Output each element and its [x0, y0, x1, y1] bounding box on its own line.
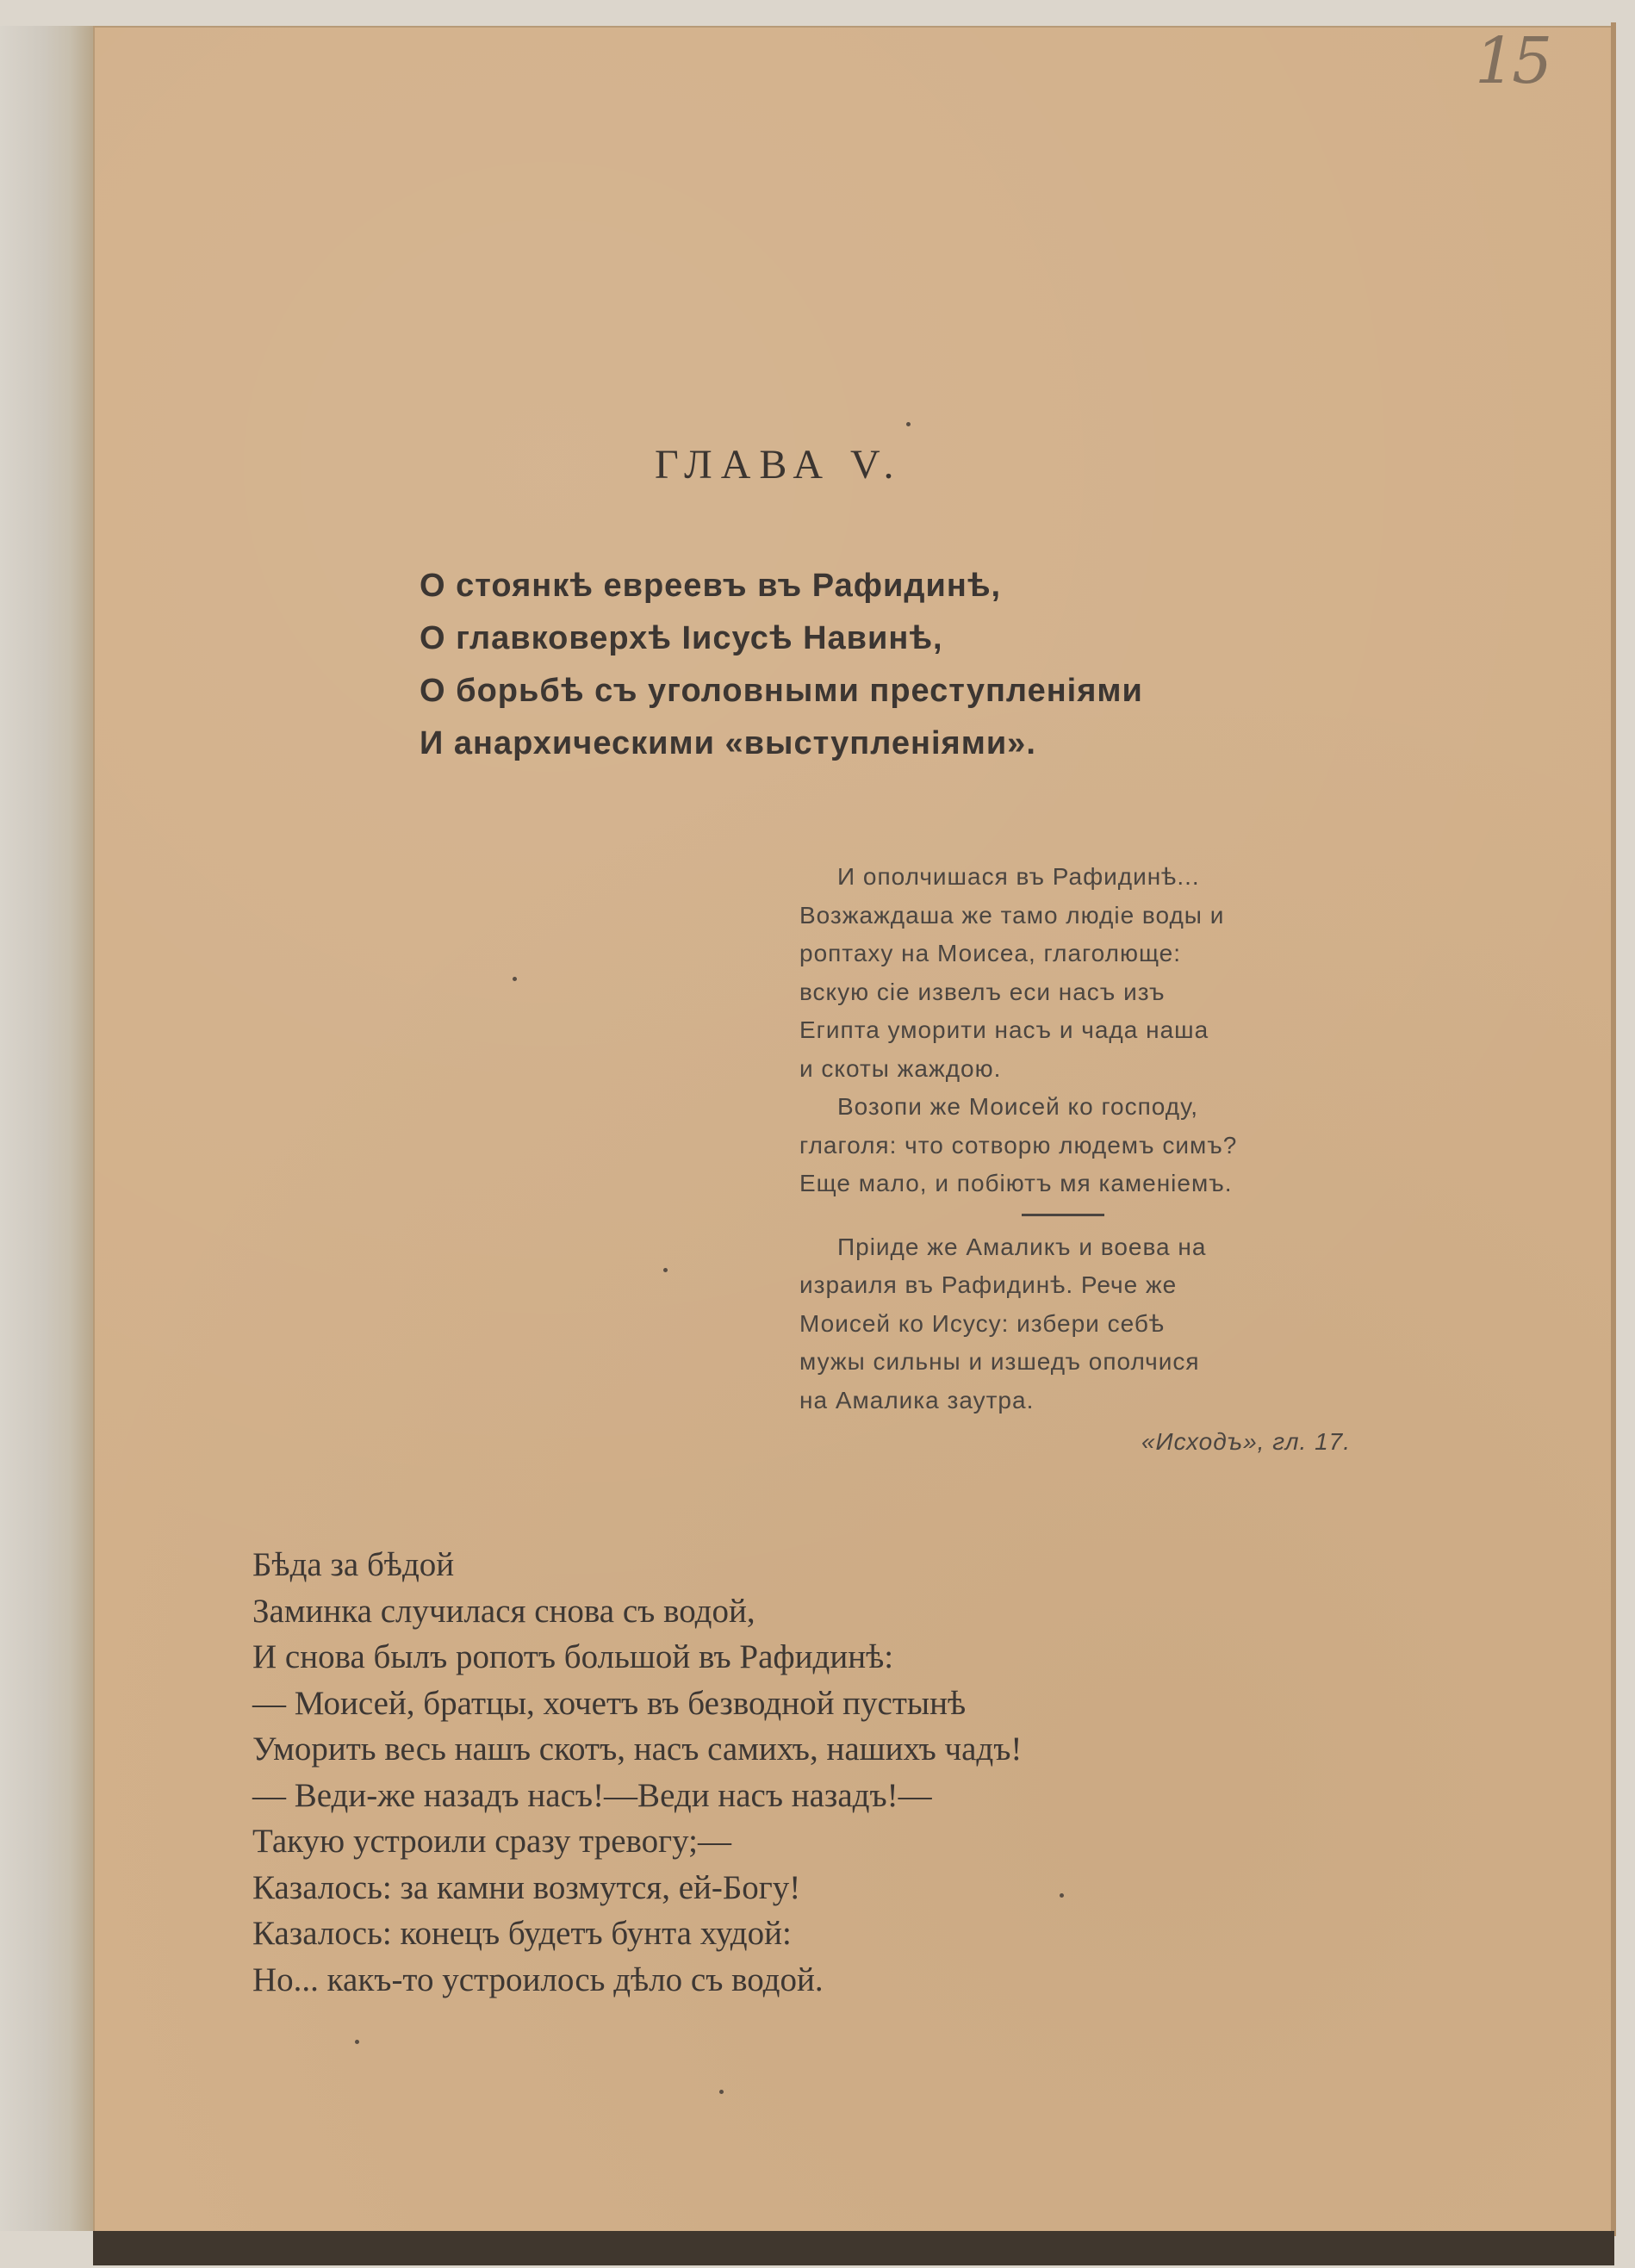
paper-speck [513, 977, 517, 981]
paper-speck [663, 1268, 668, 1272]
epigraph-line: на Амалика заутра. [799, 1386, 1035, 1414]
poem-line: Заминка случилася снова съ водой, [252, 1592, 755, 1630]
poem-line: Такую устроили сразу тревогу;— [252, 1823, 731, 1860]
heading-line: О стоянкѣ евреевъ въ Рафидинѣ, [420, 568, 1002, 604]
paper-speck [906, 422, 911, 426]
heading-line: О главковерхѣ Iисусѣ Навинѣ, [420, 620, 943, 656]
epigraph-line: Возжаждаша же тамо людiе воды и [799, 901, 1225, 929]
poem [252, 1542, 1022, 2003]
epigraph-line: вскую сiе извелъ еси насъ изъ [799, 978, 1166, 1005]
heading-line: О борьбѣ съ уголовными преступленiями [420, 673, 1143, 709]
epigraph-line: и скоты жаждою. [799, 1054, 1002, 1082]
folio-number: 15 [1475, 24, 1550, 98]
chapter-title: ГЛАВА V. [655, 442, 903, 488]
poem-line: Бѣда за бѣдой [252, 1546, 455, 1583]
epigraph-line: Возопи же Моисей ко господу, [837, 1093, 1199, 1120]
epigraph [799, 858, 1359, 1462]
epigraph-line: И ополчишася въ Рафидинѣ... [837, 863, 1200, 890]
page-edge-bottom [93, 2231, 1614, 2265]
poem-line: — Моисей, братцы, хочетъ въ безводной пустынѣ [252, 1684, 967, 1722]
poem-line: Уморить весь нашъ скотъ, насъ самихъ, нашихъ чадъ! [252, 1731, 1023, 1768]
epigraph-source: «Исходъ», гл. 17. [1141, 1428, 1351, 1455]
epigraph-line: мужы сильны и изшедъ ополчися [799, 1348, 1200, 1375]
poem-line: Казалось: за камни возмутся, ей-Богу! [252, 1868, 801, 1906]
chapter-headings [420, 560, 1143, 770]
poem-line: Но... какъ-то устроилось дѣло съ водой. [252, 1960, 824, 1998]
epigraph-line: Моисей ко Исусу: избери себѣ [799, 1309, 1166, 1337]
poem-line: Казалось: конецъ будетъ бунта худой: [252, 1915, 792, 1952]
epigraph-line: Египта уморити насъ и чада наша [799, 1016, 1209, 1043]
paper-speck [719, 2090, 724, 2094]
page-edge-right [1611, 22, 1616, 2236]
heading-line: И анархическими «выступленiями». [420, 725, 1036, 761]
poem-line: — Веди-же назадъ насъ!—Веди насъ назадъ!— [252, 1776, 932, 1814]
epigraph-line: глаголя: что сотворю людемъ симъ? [799, 1131, 1238, 1159]
epigraph-line: Прiиде же Амаликъ и воева на [837, 1233, 1207, 1260]
epigraph-line: израиля въ Рафидинѣ. Рече же [799, 1271, 1178, 1298]
epigraph-line: роптаху на Моисеа, глаголюще: [799, 940, 1182, 966]
binding-strip [0, 26, 93, 2231]
poem-line: И снова былъ ропотъ большой въ Рафидинѣ: [252, 1638, 894, 1675]
epigraph-divider [1022, 1214, 1104, 1216]
paper-speck [1060, 1893, 1064, 1898]
epigraph-line: Еще мало, и побiютъ мя каменiемъ. [799, 1170, 1233, 1196]
paper-speck [355, 2040, 359, 2044]
